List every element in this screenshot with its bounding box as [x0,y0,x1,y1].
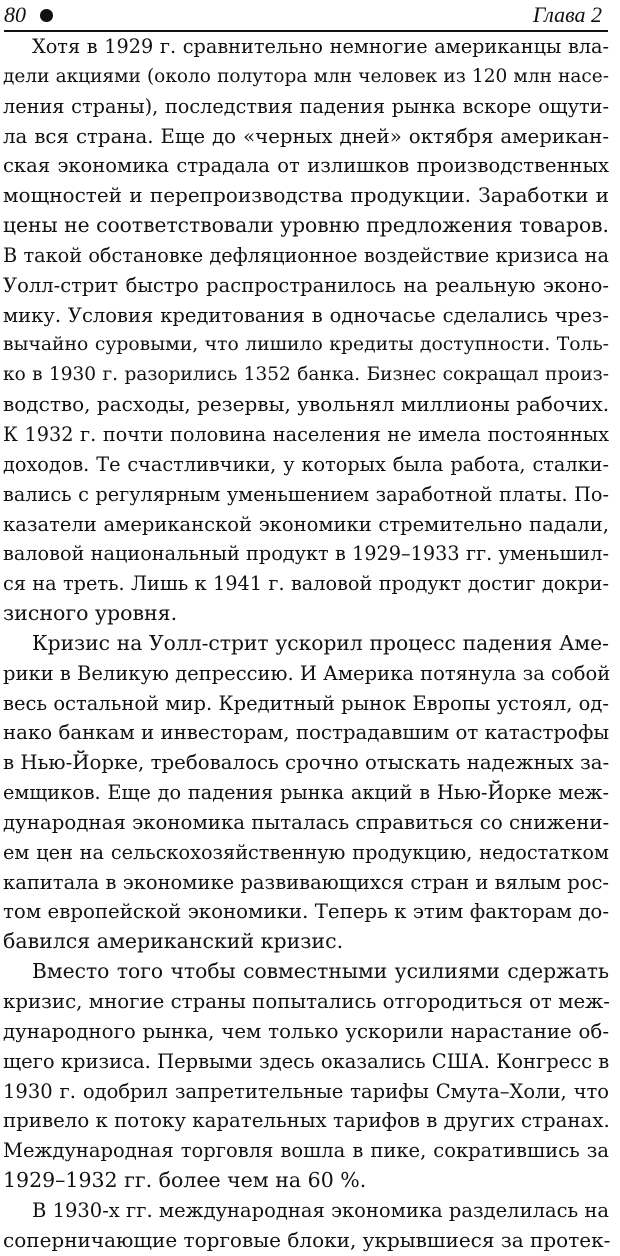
text-line: весь остальной мир. Кредитный рынок Европы устоял, од- [3,691,609,715]
text-line: привело к потоку карательных тарифов в других странах. [3,1109,610,1133]
text-line: Международная торговля вошла в пике, сократившись за [3,1139,609,1163]
chapter-title: Глава 2 [532,2,602,27]
text-line: 1930 г. одобрил запретительные тарифы Смута–Холи, что [3,1079,609,1103]
text-line: валовой национальный продукт в 1929–1933 гг. уменьшил- [3,542,609,566]
text-line: Кризис на Уолл-стрит ускорил процесс падения Аме- [32,630,609,655]
text-line: вались с регулярным уменьшением заработной платы. По- [3,482,609,506]
text-line: ла вся страна. Еще до «черных дней» октября американ- [3,124,609,148]
text-line: В 1930-х гг. международная экономика разделилась на [32,1198,609,1222]
text-line: цены не соответствовали уровню предложения товаров. [3,213,609,238]
text-line: Уолл-стрит быстро распространилось на реальную эконо- [3,273,609,297]
text-line: 1929–1932 гг. более чем на 60 %. [3,1168,367,1193]
text-line: кризис, многие страны попытались отгородиться от меж- [3,990,610,1013]
text-line: доходов. Те счастливчики, у которых была работа, сталки- [3,452,609,476]
text-line: рики в Великую депрессию. И Америка потянула за собой [3,661,611,685]
bullet-icon [40,9,53,22]
text-line: том европейской экономики. Теперь к этим факторам до- [3,900,609,924]
text-line: В такой обстановке дефляционное воздействие кризиса на [3,243,609,267]
text-line: ся на треть. Лишь к 1941 г. валовой продукт достиг докри- [3,572,609,596]
text-line: водство, расходы, резервы, увольнял миллионы рабочих. [3,392,610,417]
text-line: мику. Условия кредитования в одночасье сделались чрез- [3,303,609,327]
text-line: дели акциями (около полутора млн человек из 120 млн насе- [3,65,609,87]
text-line: капитала в экономике развивающихся стран и вялым рос- [3,870,609,894]
text-line: Вместо того чтобы совместными усилиями сдержать [32,959,609,984]
text-line: мощностей и перепроизводства продукции. Заработки и [3,183,609,208]
text-line: ская экономика страдала от излишков производственных [3,154,609,178]
text-line: бавился американский кризис. [3,929,344,954]
text-line: вычайно суровыми, что лишило кредиты доступности. Толь- [3,334,609,356]
text-line: Хотя в 1929 г. сравнительно немногие американцы вла- [32,35,609,58]
page-header [4,0,608,32]
text-line: ем цен на сельскохозяйственную продукцию, недостатком [3,840,609,864]
text-line: ко в 1930 г. разорились 1352 банка. Бизнес сокращал произ- [3,364,609,386]
text-line: К 1932 г. почти половина населения не имела постоянных [3,422,609,446]
page-number: 80 [4,2,26,27]
text-line: щего кризиса. Первыми здесь оказались США. Конгресс в [3,1049,610,1073]
text-line: казатели американской экономики стремительно падали, [3,512,609,536]
text-line: зисного уровня. [3,601,178,626]
text-line: в Нью-Йорке, требовалось срочно отыскать надежных за- [3,751,610,775]
text-line: дународная экономика пыталась справиться со снижени- [3,810,610,834]
text-line: емщиков. Еще до падения рынка акций в Нью-Йорке меж- [3,781,609,805]
text-line: нако банкам и инвесторам, пострадавшим от катастрофы [3,721,610,745]
text-line: ления страны), последствия падения рынка вскоре ощути- [3,94,609,118]
text-line: соперничающие торговые блоки, укрывшиеся за протек- [3,1227,611,1252]
text-line: дународного рынка, чем только ускорили нарастание об- [3,1019,609,1043]
body-text [3,32,609,1256]
